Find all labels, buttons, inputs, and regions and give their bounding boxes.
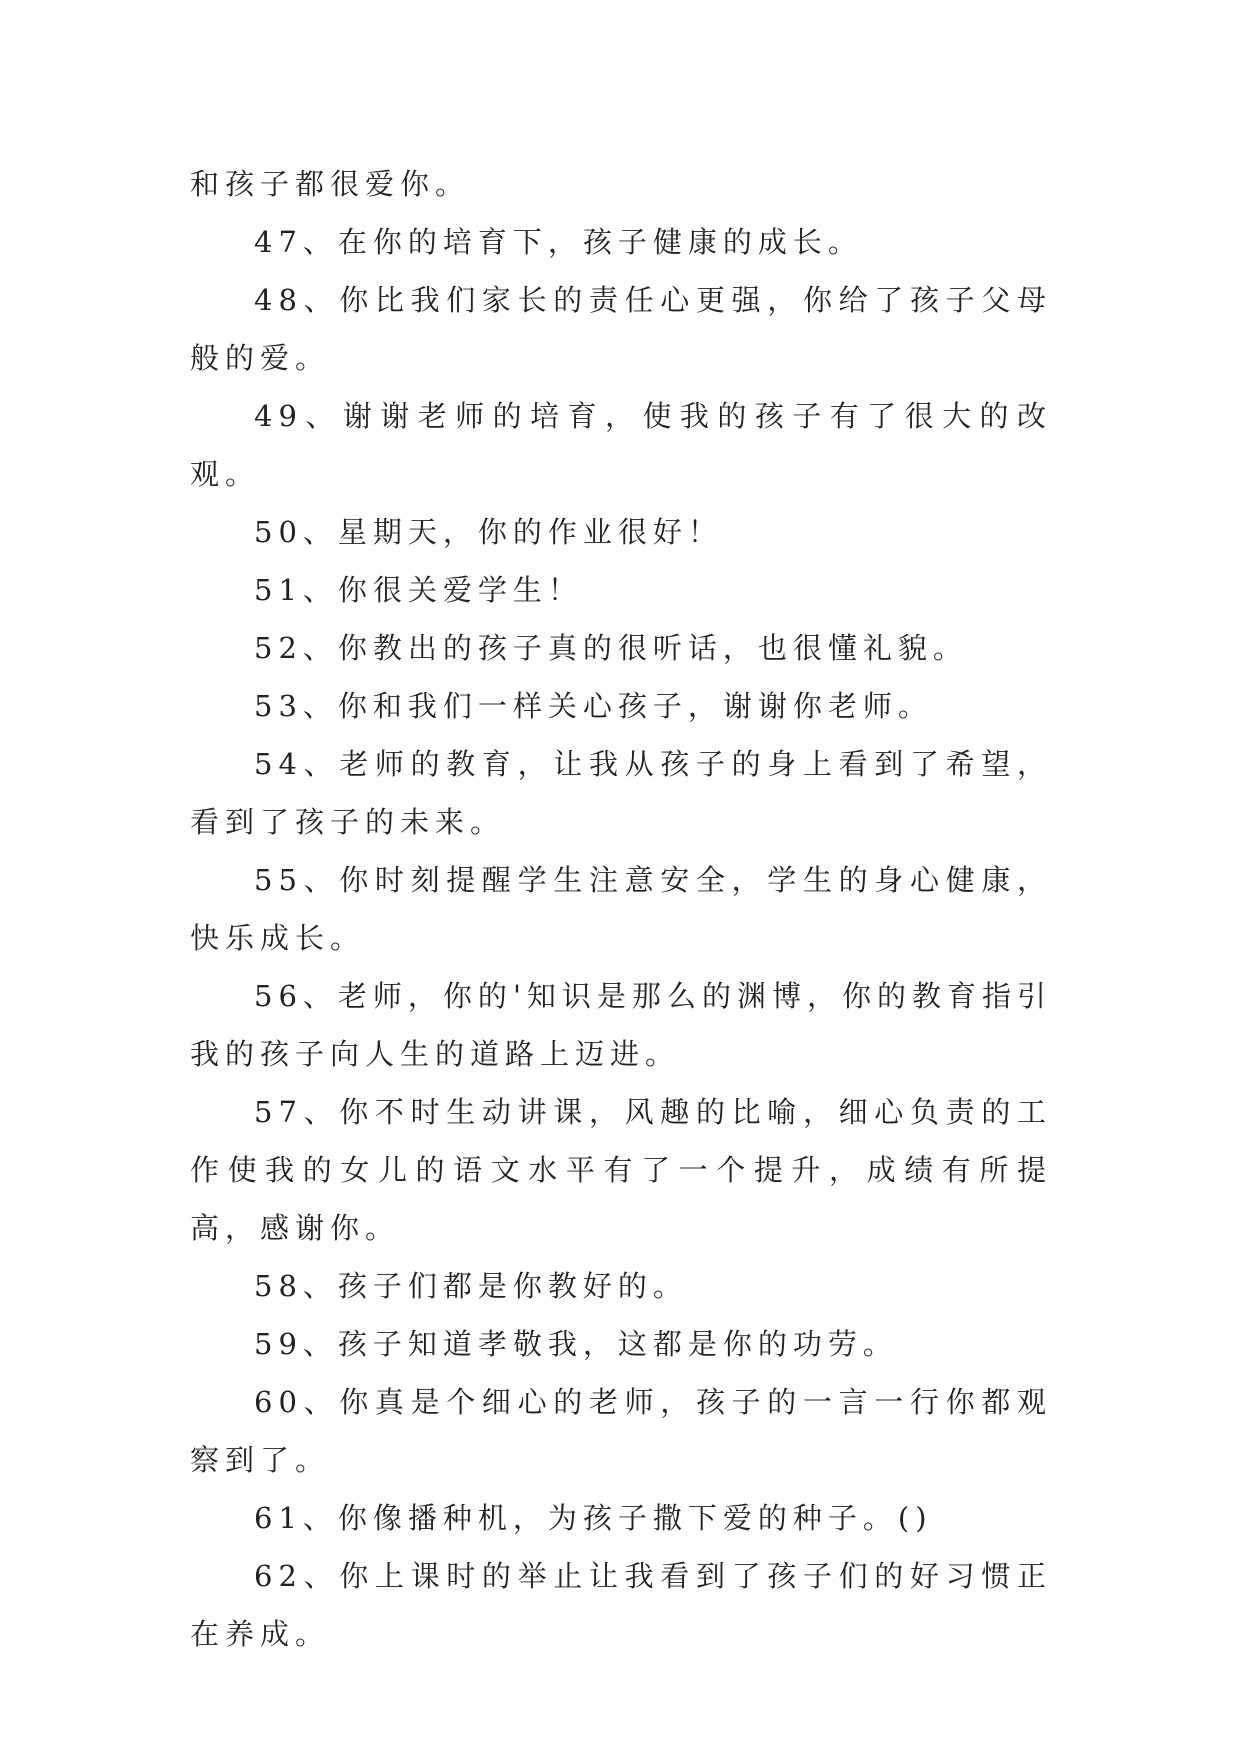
paragraph-53: 53、你和我们一样关心孩子，谢谢你老师。 [254,689,933,723]
paragraph-61: 61、你像播种机，为孩子撒下爱的种子。() [254,1501,933,1535]
paragraph-47: 47、在你的培育下，孩子健康的成长。 [254,225,863,259]
paragraph-52: 52、你教出的孩子真的很听话，也很懂礼貌。 [254,631,968,665]
paragraph-51: 51、你很关爱学生！ [254,573,583,607]
paragraph-59: 59、孩子知道孝敬我，这都是你的功劳。 [254,1327,898,1361]
paragraph-54: 54、老师的教育，让我从孩子的身上看到了希望，看到了孩子的未来。 [190,747,1052,839]
document-body [190,155,1052,1663]
paragraph-continuation: 和孩子都很爱你。 [190,167,471,201]
paragraph-57: 57、你不时生动讲课，风趣的比喻，细心负责的工作使我的女儿的语文水平有了一个提升，成绩有所提高，感谢你。 [190,1095,1052,1245]
paragraph-49: 49、谢谢老师的培育，使我的孩子有了很大的改观。 [190,399,1052,491]
paragraph-62: 62、你上课时的举止让我看到了孩子们的好习惯正在养成。 [190,1559,1052,1651]
paragraph-50: 50、星期天，你的作业很好！ [254,515,723,549]
paragraph-60: 60、你真是个细心的老师，孩子的一言一行你都观察到了。 [190,1385,1052,1477]
paragraph-56: 56、老师，你的'知识是那么的渊博，你的教育指引我的孩子向人生的道路上迈进。 [190,979,1052,1071]
paragraph-58: 58、孩子们都是你教好的。 [254,1269,688,1303]
paragraph-48: 48、你比我们家长的责任心更强，你给了孩子父母般的爱。 [190,283,1052,375]
paragraph-55: 55、你时刻提醒学生注意安全，学生的身心健康，快乐成长。 [190,863,1052,955]
